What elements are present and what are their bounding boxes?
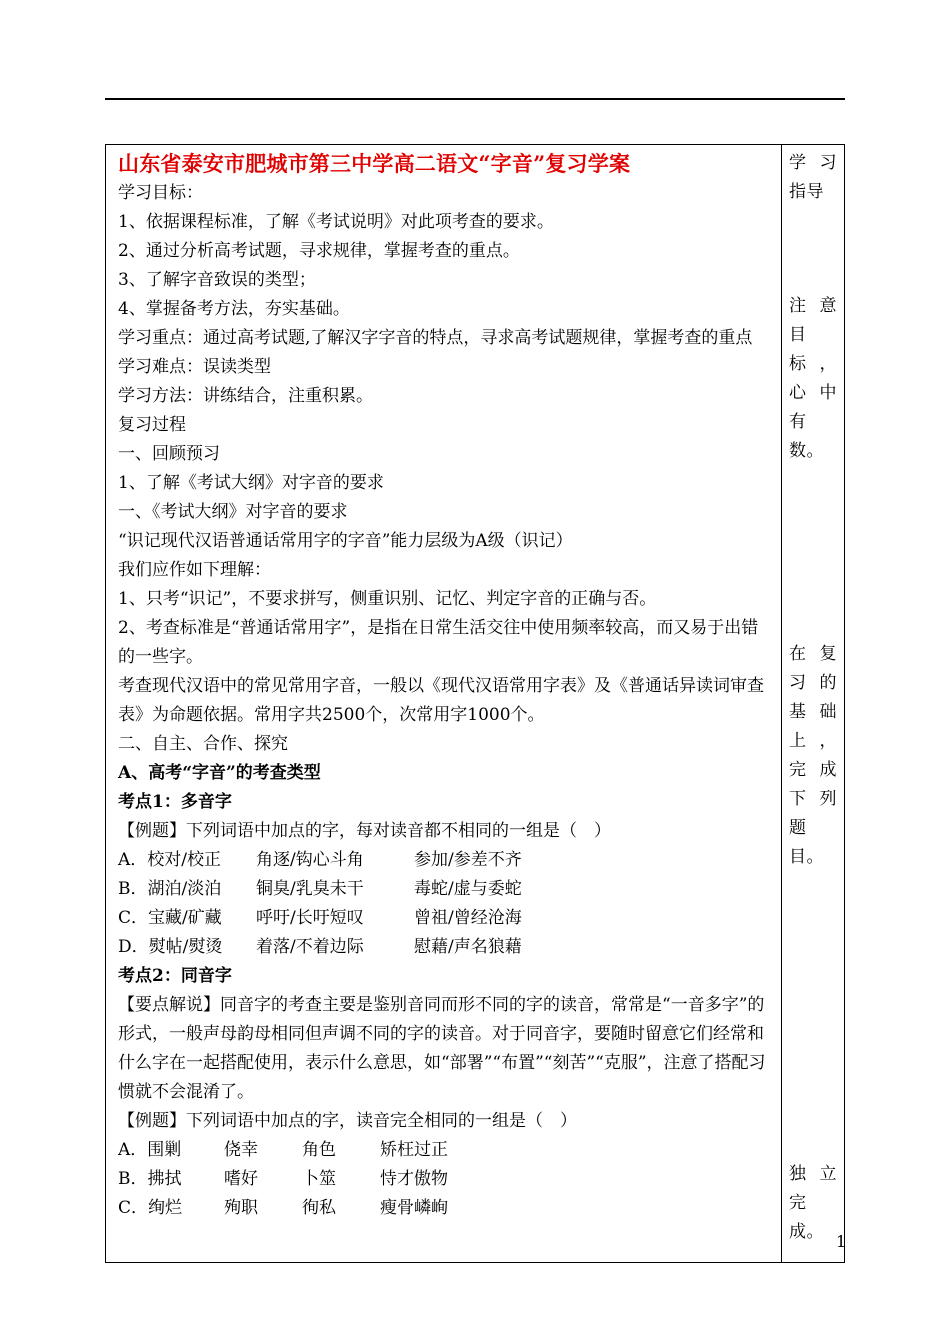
answer-option	[118, 846, 774, 875]
key-point: 学习重点：通过高考试题,了解汉字字音的特点，寻求高考试题规律，掌握考查的重点	[118, 328, 753, 348]
side-note-line: 成。	[789, 1222, 824, 1242]
side-note-goals	[789, 292, 837, 466]
study-plan-table	[105, 144, 845, 1263]
document-title: 山东省泰安市肥城市第三中学高二语文“字音”复习学案	[118, 151, 631, 176]
side-note-line: 下 列	[789, 789, 837, 809]
objective-item: 2、通过分析高考试题，寻求规律，掌握考查的重点。	[118, 241, 520, 261]
side-note-guide	[789, 149, 837, 207]
subsection-heading: A、高考“字音”的考查类型	[118, 763, 321, 783]
list-item: 1、只考“识记”，不要求拼写，侧重识别、记忆、判定字音的正确与否。	[118, 589, 657, 609]
side-note-line: 心 中	[789, 383, 837, 403]
column-divider	[781, 145, 782, 1262]
side-note-line: 在 复	[789, 644, 837, 664]
option-cell: 嗜好	[224, 1169, 258, 1189]
main-column	[118, 149, 774, 1223]
option-cell: B．湖泊/淡泊	[118, 879, 222, 899]
option-cell: 角色	[302, 1140, 336, 1160]
option-cell: 瘦骨嶙峋	[380, 1198, 448, 1218]
side-note-line: 指导	[789, 182, 824, 202]
option-cell: 慰藉/声名狼藉	[414, 937, 522, 957]
explanation-paragraph	[118, 991, 774, 1107]
side-note-line: 基 础	[789, 702, 837, 722]
option-cell: 侥幸	[224, 1140, 258, 1160]
paragraph: 考查现代汉语中的常见常用字音，一般以《现代汉语常用字表》及《普通话异读词审查表》为命题依据。常用字共2500个，次常用字1000个。	[118, 676, 764, 725]
option-cell: D．熨帖/熨烫	[118, 937, 223, 957]
method: 学习方法：讲练结合，注重积累。	[118, 386, 373, 406]
answer-option	[118, 1165, 774, 1194]
option-cell: 呼吁/长吁短叹	[256, 908, 364, 928]
section-heading: 二、自主、合作、探究	[118, 734, 288, 754]
option-cell: 徇私	[302, 1198, 336, 1218]
difficulty: 学习难点：误读类型	[118, 357, 271, 377]
option-cell: C．绚烂	[118, 1198, 183, 1218]
side-note-line: 完	[789, 1193, 807, 1213]
option-cell: 着落/不着边际	[256, 937, 364, 957]
objective-item: 3、了解字音致误的类型；	[118, 270, 316, 290]
understand-line: 我们应作如下理解：	[118, 560, 271, 580]
side-note-line: 数。	[789, 441, 824, 461]
option-cell: 角逐/钩心斗角	[256, 850, 364, 870]
header-rule	[105, 98, 845, 100]
example-question: 【例题】下列词语中加点的字，每对读音都不相同的一组是（ ）	[118, 821, 611, 841]
side-note-line: 标 ，	[789, 354, 837, 374]
side-note-line: 目。	[789, 847, 824, 867]
option-cell: A．校对/校正	[118, 850, 222, 870]
side-note-line: 注 意	[789, 296, 837, 316]
answer-option	[118, 1136, 774, 1165]
list-item: 一、《考试大纲》对字音的要求	[118, 502, 348, 522]
example-question: 【例题】下列词语中加点的字，读音完全相同的一组是（ ）	[118, 1111, 577, 1131]
option-cell: B．拂拭	[118, 1169, 182, 1189]
objectives-heading: 学习目标：	[118, 183, 203, 203]
objective-item: 1、依据课程标准，了解《考试说明》对此项考查的要求。	[118, 212, 554, 232]
side-note-line: 完 成	[789, 760, 837, 780]
option-cell: 殉职	[224, 1198, 258, 1218]
option-cell: 恃才傲物	[380, 1169, 448, 1189]
side-note-independent	[789, 1160, 837, 1247]
side-note-line: 目	[789, 325, 807, 345]
answer-option	[118, 904, 774, 933]
side-note-review	[789, 640, 837, 872]
explanation-label: 【要点解说】	[118, 995, 220, 1015]
option-cell: 矫枉过正	[380, 1140, 448, 1160]
exam-point-heading: 考点1：多音字	[118, 792, 232, 812]
side-note-line: 独 立	[789, 1164, 837, 1184]
side-note-line: 上 ，	[789, 731, 837, 751]
side-note-line: 习 的	[789, 673, 837, 693]
list-item: 1、了解《考试大纲》对字音的要求	[118, 473, 384, 493]
side-note-line: 学 习	[789, 153, 837, 173]
section-heading: 一、回顾预习	[118, 444, 220, 464]
option-cell: C．宝藏/矿藏	[118, 908, 222, 928]
page-number: 1	[836, 1232, 847, 1251]
option-cell: 铜臭/乳臭未干	[256, 879, 364, 899]
option-cell: 参加/参差不齐	[414, 850, 522, 870]
explanation-text: 同音字的考查主要是鉴别音同而形不同的字的读音，常常是“一音多字”的形式，一般声母韵母相同但声调不同的字的读音。对于同音字，要随时留意它们经常和什么字在一起搭配使用，表示什么意思，如“部署”“布置”“刻苦”“克服”，注意了搭配习惯就不会混淆了。	[118, 995, 766, 1102]
objective-item: 4、掌握备考方法，夯实基础。	[118, 299, 350, 319]
answer-option	[118, 875, 774, 904]
option-cell: 毒蛇/虚与委蛇	[414, 879, 522, 899]
side-note-line: 有	[789, 412, 807, 432]
side-note-line: 题	[789, 818, 807, 838]
exam-point-heading: 考点2：同音字	[118, 966, 232, 986]
quote-line: “识记现代汉语普通话常用字的字音”能力层级为A级（识记）	[118, 531, 573, 551]
option-cell: A．围剿	[118, 1140, 182, 1160]
option-cell: 曾祖/曾经沧海	[414, 908, 522, 928]
process-heading: 复习过程	[118, 415, 186, 435]
answer-option	[118, 933, 774, 962]
list-item: 2、考查标准是“普通话常用字”，是指在日常生活交往中使用频率较高，而又易于出错的一些字。	[118, 618, 759, 667]
answer-option	[118, 1194, 774, 1223]
option-cell: 卜筮	[302, 1169, 336, 1189]
